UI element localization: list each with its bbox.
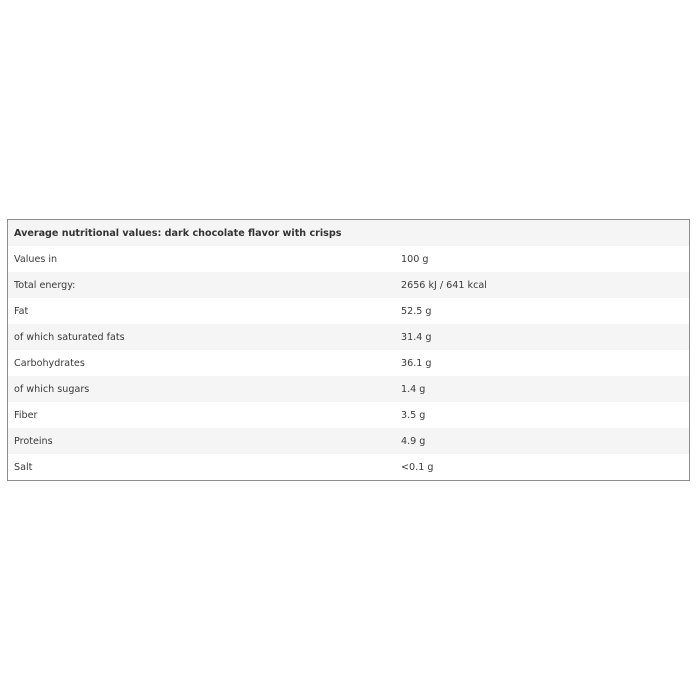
table-row: [8, 324, 690, 350]
table-row: [8, 272, 690, 298]
nutrient-label: Fat: [8, 298, 396, 324]
table-row: [8, 298, 690, 324]
table-title: Average nutritional values: dark chocolate flavor with crisps: [8, 220, 690, 247]
nutrient-value: 2656 kJ / 641 kcal: [395, 272, 690, 298]
nutrient-value: 4.9 g: [395, 428, 690, 454]
nutrient-value: <0.1 g: [395, 454, 690, 481]
table-header-row: [8, 220, 690, 247]
table-row: [8, 454, 690, 481]
nutrition-table: [7, 219, 690, 481]
table-row: [8, 402, 690, 428]
nutrient-value: 3.5 g: [395, 402, 690, 428]
table-row: [8, 246, 690, 272]
table-row: [8, 428, 690, 454]
nutrient-label: Values in: [8, 246, 396, 272]
nutrient-label: of which saturated fats: [8, 324, 396, 350]
nutrient-value: 100 g: [395, 246, 690, 272]
nutrient-value: 31.4 g: [395, 324, 690, 350]
nutrient-label: Salt: [8, 454, 396, 481]
table-row: [8, 350, 690, 376]
nutrient-value: 52.5 g: [395, 298, 690, 324]
nutrient-label: Proteins: [8, 428, 396, 454]
nutrient-label: Total energy:: [8, 272, 396, 298]
table-row: [8, 376, 690, 402]
nutrient-value: 36.1 g: [395, 350, 690, 376]
nutrient-value: 1.4 g: [395, 376, 690, 402]
nutrient-label: of which sugars: [8, 376, 396, 402]
nutrient-label: Fiber: [8, 402, 396, 428]
nutrient-label: Carbohydrates: [8, 350, 396, 376]
